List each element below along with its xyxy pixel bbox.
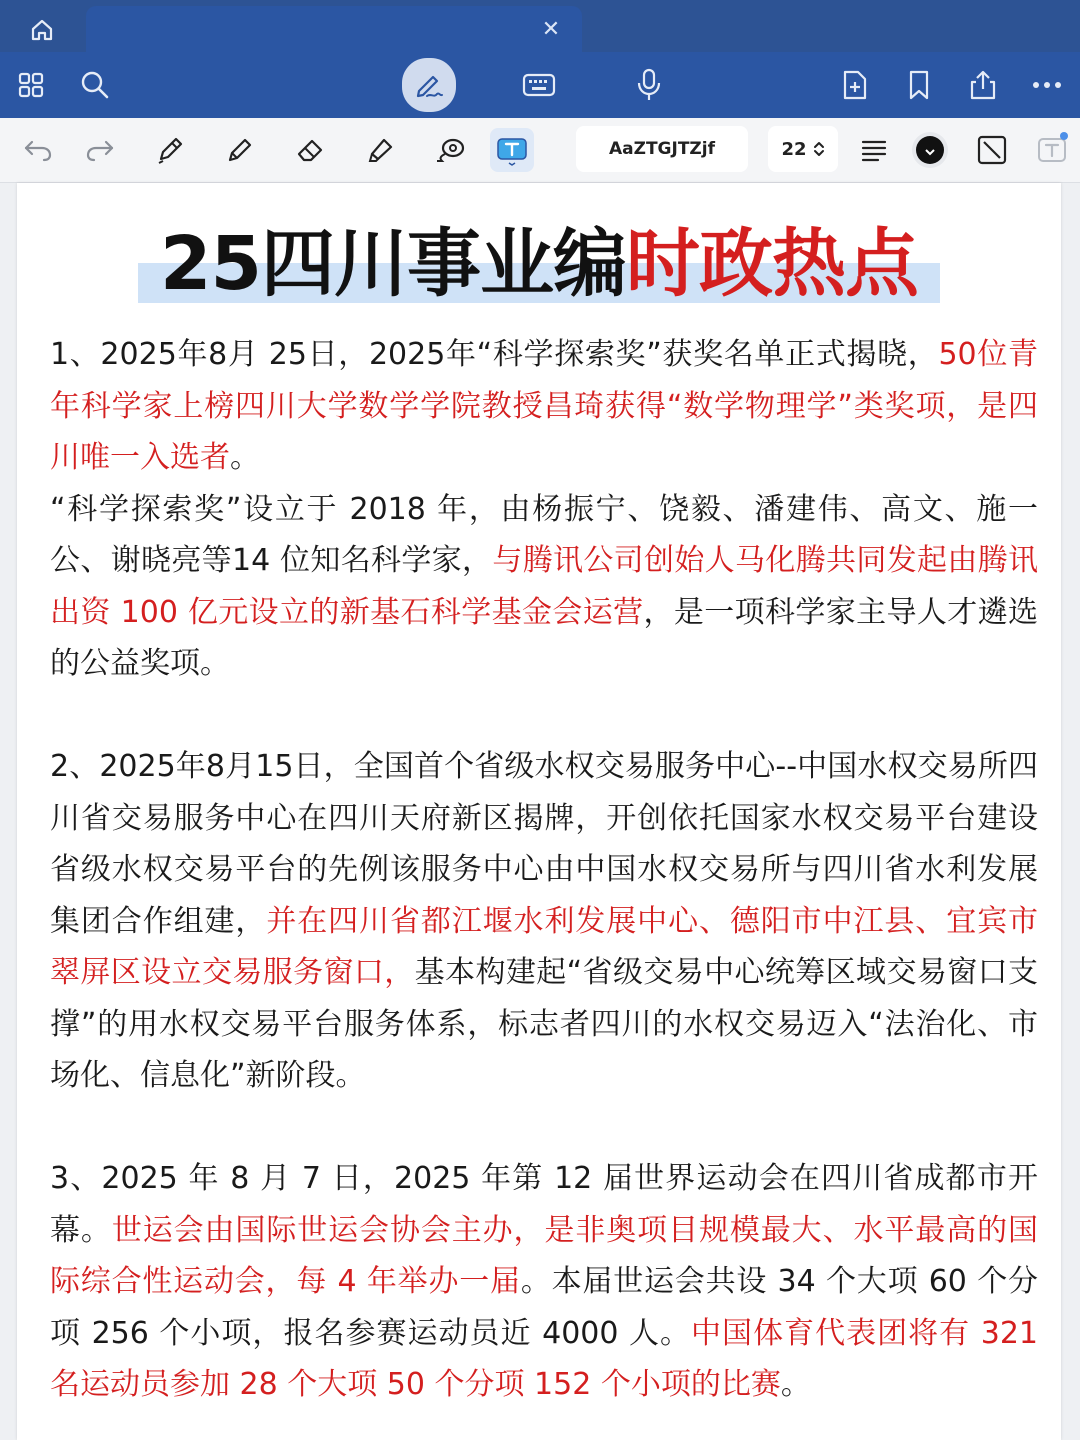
- font-size-selector[interactable]: [768, 126, 838, 172]
- search-button[interactable]: [70, 60, 120, 110]
- redo-icon: [84, 138, 116, 162]
- bookmark-icon: [907, 69, 931, 101]
- undo-icon: [22, 138, 54, 162]
- close-icon: ✕: [541, 16, 561, 42]
- title-red: 时政热点: [625, 221, 918, 307]
- keyboard-button[interactable]: [514, 60, 564, 110]
- eraser-tool-button[interactable]: [288, 128, 332, 172]
- font-size-value: 22: [781, 138, 807, 160]
- text-run: ，是一项科学家主导人才遴选的公益奖项。: [50, 594, 1038, 681]
- share-button[interactable]: [958, 60, 1008, 110]
- notification-dot: [1060, 132, 1068, 140]
- color-button[interactable]: [908, 128, 952, 172]
- align-button[interactable]: [852, 128, 896, 172]
- grid-button[interactable]: [6, 60, 56, 110]
- font-selector[interactable]: AaZTGJTZjf: [576, 126, 748, 172]
- add-page-icon: [841, 69, 869, 101]
- color-swatch-icon: [910, 130, 950, 170]
- grid-icon: [17, 71, 45, 99]
- text-tool-button[interactable]: [490, 128, 534, 172]
- paragraph-item3: [50, 1153, 1038, 1411]
- title-black: 25四川事业编: [160, 221, 626, 307]
- text-tool-icon: [495, 134, 529, 166]
- text-run: 2、2025年8月15日，全国首个省级水权交易服务中心--中国水权交易所四川省交易服务中心在四川天府新区揭牌，开创依托国家水权交易平台建设省级水权交易平台的先例该服务中心由中国水权交易所与四川省水利发展集团合作组建，: [50, 749, 1038, 939]
- text-run-red: 中国体育代表团将有 321 名运动员参加 28 个大项 50 个分项 152 个小项的比赛: [50, 1315, 1038, 1402]
- highlighter-icon: [364, 134, 396, 166]
- page-title: [17, 221, 1061, 307]
- paragraph-item1: [50, 329, 1038, 484]
- bookmark-button[interactable]: [894, 60, 944, 110]
- text-run: 。本届世运会共设 34 个大项 60 个分项 256 个小项，报名参赛运动员近 4000 人。: [50, 1264, 1038, 1351]
- text-run: 。: [780, 1367, 811, 1402]
- share-icon: [968, 69, 998, 101]
- paragraph-item1-detail: [50, 484, 1038, 690]
- eraser-icon: [293, 134, 327, 166]
- spacer: [50, 1102, 1038, 1154]
- more-icon: [1032, 81, 1062, 89]
- pen-tool-button[interactable]: [148, 128, 192, 172]
- highlighter-tool-button[interactable]: [358, 128, 402, 172]
- chevron-updown-icon: [813, 140, 825, 158]
- search-icon: [80, 70, 110, 100]
- text-run: “科学探索奖”设立于 2018 年，由杨振宁、饶毅、潘建伟、高文、施一公、谢晓亮等14 位知名科学家，: [50, 491, 1038, 578]
- microphone-icon: [635, 68, 663, 102]
- text-run: 。: [230, 440, 260, 475]
- text-run-red: 与腾讯公司创始人马化腾共同发起由腾讯出资 100 亿元设立的新基石科学基金会运营: [50, 543, 1038, 630]
- text-run-red: 50位青年科学家上榜四川大学数学学院教授昌琦获得“数学物理学”类奖项，是四川唯一入选者: [50, 337, 1038, 475]
- home-button[interactable]: [22, 12, 62, 48]
- lasso-icon: [433, 134, 467, 166]
- text-run: 基本构建起“省级交易中心统筹区域交易窗口支撑”的用水权交易平台服务体系，标志者四川的水权交易迈入“法治化、市场化、信息化”新阶段。: [50, 955, 1038, 1093]
- note-page[interactable]: [17, 183, 1061, 1440]
- paragraph-item2: [50, 741, 1038, 1102]
- pen-handwriting-icon: [413, 69, 445, 101]
- shape-icon: [976, 134, 1008, 166]
- pen-icon: [154, 134, 186, 166]
- text-run-red: 并在四川省都江堰水利发展中心、德阳市中江县、宜宾市翠屏区设立交易服务窗口，: [50, 903, 1039, 990]
- text-run: 1、2025年8月 25日，2025年“科学探索奖”获奖名单正式揭晓，: [50, 337, 939, 372]
- text-run: 3、2025 年 8 月 7 日，2025 年第 12 届世界运动会在四川省成都市开幕。: [50, 1161, 1038, 1248]
- add-page-button[interactable]: [830, 60, 880, 110]
- redo-button[interactable]: [78, 128, 122, 172]
- handwriting-mode-button[interactable]: [402, 58, 456, 112]
- pen-toolbar: [0, 118, 1080, 183]
- text-box-button[interactable]: [1030, 128, 1074, 172]
- main-toolbar: [0, 52, 1080, 118]
- note-content: [50, 329, 1038, 1411]
- tab-close-button[interactable]: [538, 16, 564, 42]
- align-icon: [860, 138, 888, 162]
- text-run-red: 世运会由国际世运会协会主办，是非奥项目规模最大、水平最高的国际综合性运动会，每 4 年举办一届: [50, 1212, 1039, 1299]
- shape-button[interactable]: [970, 128, 1014, 172]
- tab-bar: [0, 0, 1080, 52]
- home-icon: [29, 17, 55, 43]
- document-tab[interactable]: [86, 6, 582, 54]
- lasso-tool-button[interactable]: [428, 128, 472, 172]
- spacer: [50, 690, 1038, 742]
- pencil-icon: [224, 134, 256, 166]
- microphone-button[interactable]: [624, 60, 674, 110]
- pencil-tool-button[interactable]: [218, 128, 262, 172]
- undo-button[interactable]: [16, 128, 60, 172]
- more-button[interactable]: [1022, 60, 1072, 110]
- keyboard-icon: [522, 72, 556, 98]
